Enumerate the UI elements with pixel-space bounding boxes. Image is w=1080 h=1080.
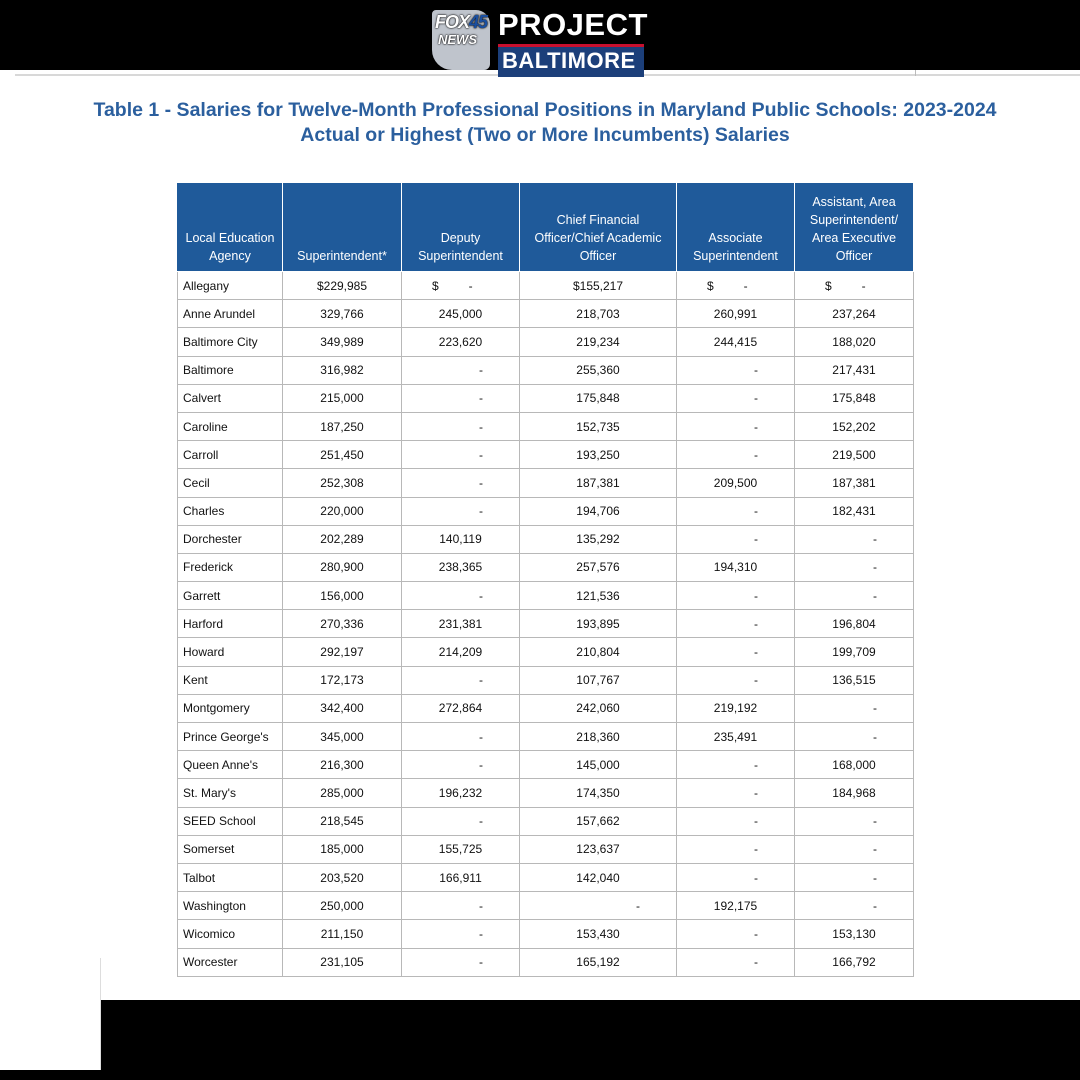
salary-cell: $ - (402, 272, 520, 300)
salary-cell: 199,709 (795, 638, 914, 666)
agency-cell: Caroline (178, 412, 283, 440)
salary-cell: 242,060 (520, 694, 677, 722)
salary-cell: - (677, 948, 795, 976)
maryland-state-icon (432, 10, 490, 70)
table-row (178, 948, 914, 976)
table-row (178, 723, 914, 751)
salary-cell: - (677, 412, 795, 440)
agency-cell: Harford (178, 610, 283, 638)
salary-cell: 157,662 (520, 807, 677, 835)
table-row (178, 412, 914, 440)
salary-cell: 153,130 (795, 920, 914, 948)
salary-cell: 215,000 (283, 384, 402, 412)
salary-cell: - (402, 582, 520, 610)
salary-cell: 196,804 (795, 610, 914, 638)
salary-cell: 209,500 (677, 469, 795, 497)
agency-cell: Garrett (178, 582, 283, 610)
salary-cell: 272,864 (402, 694, 520, 722)
salary-cell: 244,415 (677, 328, 795, 356)
agency-cell: Montgomery (178, 694, 283, 722)
salary-cell: 345,000 (283, 723, 402, 751)
divider-tick (915, 70, 916, 76)
salary-cell: - (402, 751, 520, 779)
salary-cell: 237,264 (795, 300, 914, 328)
table-row (178, 892, 914, 920)
salary-cell: - (677, 779, 795, 807)
salary-cell: 194,310 (677, 553, 795, 581)
salary-cell: $ - (677, 272, 795, 300)
column-header: Local Education Agency (178, 183, 283, 272)
salary-cell: 219,234 (520, 328, 677, 356)
column-header: Associate Superintendent (677, 183, 795, 272)
salary-cell: - (402, 723, 520, 751)
table-row (178, 384, 914, 412)
logo-fox-text: FOX45 (435, 12, 488, 32)
salary-cell: 185,000 (283, 835, 402, 863)
agency-cell: Allegany (178, 272, 283, 300)
salary-cell: 235,491 (677, 723, 795, 751)
title-line-1: Table 1 - Salaries for Twelve-Month Professional Positions in Maryland Public Schools: 2023-2024 (93, 99, 997, 121)
agency-cell: Charles (178, 497, 283, 525)
salary-cell: - (402, 892, 520, 920)
title-line-2: Actual or Highest (Two or More Incumbents) Salaries (300, 124, 790, 146)
salary-cell: 155,725 (402, 835, 520, 863)
salary-cell: 182,431 (795, 497, 914, 525)
salary-cell: - (402, 948, 520, 976)
salary-cell: 210,804 (520, 638, 677, 666)
salary-cell: - (795, 694, 914, 722)
salary-cell: 168,000 (795, 751, 914, 779)
salary-cell: 245,000 (402, 300, 520, 328)
salary-cell: 250,000 (283, 892, 402, 920)
salary-cell: - (677, 638, 795, 666)
table-row (178, 441, 914, 469)
salary-cell: 153,430 (520, 920, 677, 948)
salary-cell: 175,848 (795, 384, 914, 412)
page-corner (0, 958, 101, 1070)
salary-cell: - (795, 863, 914, 891)
table-row (178, 497, 914, 525)
salary-cell: - (677, 356, 795, 384)
column-header: Chief Financial Officer/Chief Academic Officer (520, 183, 677, 272)
table-row (178, 610, 914, 638)
salary-cell: 187,381 (520, 469, 677, 497)
agency-cell: Somerset (178, 835, 283, 863)
agency-cell: Washington (178, 892, 283, 920)
agency-cell: Baltimore (178, 356, 283, 384)
salary-cell: 196,232 (402, 779, 520, 807)
salary-cell: - (795, 723, 914, 751)
table-row (178, 694, 914, 722)
salary-cell: $155,217 (520, 272, 677, 300)
agency-cell: Dorchester (178, 525, 283, 553)
agency-cell: Howard (178, 638, 283, 666)
salary-cell: 202,289 (283, 525, 402, 553)
table-row (178, 863, 914, 891)
salary-cell: - (677, 525, 795, 553)
salary-cell: - (402, 497, 520, 525)
salary-cell: - (677, 610, 795, 638)
salary-cell: - (795, 553, 914, 581)
salary-cell: - (677, 441, 795, 469)
agency-cell: Talbot (178, 863, 283, 891)
agency-cell: Cecil (178, 469, 283, 497)
salary-cell: - (795, 892, 914, 920)
salary-cell: - (402, 441, 520, 469)
salary-cell: - (402, 384, 520, 412)
column-header: Deputy Superintendent (402, 183, 520, 272)
salary-cell: 292,197 (283, 638, 402, 666)
salary-cell: 231,381 (402, 610, 520, 638)
salary-cell: 193,895 (520, 610, 677, 638)
salary-cell: 349,989 (283, 328, 402, 356)
project-baltimore-logo (432, 8, 648, 76)
salary-cell: - (677, 751, 795, 779)
salary-cell: 218,360 (520, 723, 677, 751)
salary-cell: $229,985 (283, 272, 402, 300)
table-title (0, 98, 1080, 148)
salary-cell: - (677, 582, 795, 610)
agency-cell: Calvert (178, 384, 283, 412)
table-row (178, 356, 914, 384)
agency-cell: SEED School (178, 807, 283, 835)
salary-cell: 217,431 (795, 356, 914, 384)
salary-cell: - (677, 497, 795, 525)
salary-cell: - (402, 666, 520, 694)
salary-cell: 238,365 (402, 553, 520, 581)
salary-cell: 174,350 (520, 779, 677, 807)
salary-cell: 193,250 (520, 441, 677, 469)
table-row (178, 920, 914, 948)
logo-baltimore-text: BALTIMORE (502, 48, 636, 73)
salary-cell: - (402, 469, 520, 497)
salary-cell: - (795, 807, 914, 835)
agency-cell: Kent (178, 666, 283, 694)
table-row (178, 582, 914, 610)
table-row (178, 807, 914, 835)
salary-cell: 145,000 (520, 751, 677, 779)
salary-cell: 136,515 (795, 666, 914, 694)
salary-cell: 251,450 (283, 441, 402, 469)
logo-news-text: NEWS (438, 32, 477, 47)
salary-cell: - (402, 356, 520, 384)
salary-cell: 187,250 (283, 412, 402, 440)
salary-cell: 194,706 (520, 497, 677, 525)
agency-cell: Wicomico (178, 920, 283, 948)
salary-cell: 156,000 (283, 582, 402, 610)
salary-cell: 220,000 (283, 497, 402, 525)
salary-cell: 142,040 (520, 863, 677, 891)
agency-cell: Prince George's (178, 723, 283, 751)
salary-table (177, 182, 914, 977)
salary-cell: 223,620 (402, 328, 520, 356)
agency-cell: Queen Anne's (178, 751, 283, 779)
salary-cell: 257,576 (520, 553, 677, 581)
salary-cell: 107,767 (520, 666, 677, 694)
salary-cell: 218,545 (283, 807, 402, 835)
table-body (178, 272, 914, 977)
agency-cell: Anne Arundel (178, 300, 283, 328)
salary-cell: 342,400 (283, 694, 402, 722)
salary-cell: - (795, 582, 914, 610)
agency-cell: Worcester (178, 948, 283, 976)
salary-cell: 252,308 (283, 469, 402, 497)
salary-cell: 165,192 (520, 948, 677, 976)
salary-cell: 121,536 (520, 582, 677, 610)
salary-cell: - (402, 807, 520, 835)
salary-cell: 316,982 (283, 356, 402, 384)
table-row (178, 272, 914, 300)
table-row (178, 300, 914, 328)
header-row (178, 183, 914, 272)
column-header: Assistant, Area Superintendent/ Area Executive Officer (795, 183, 914, 272)
salary-cell: 152,202 (795, 412, 914, 440)
table-row (178, 638, 914, 666)
salary-cell: - (677, 384, 795, 412)
salary-cell: - (677, 835, 795, 863)
salary-cell: 219,500 (795, 441, 914, 469)
salary-cell: - (677, 863, 795, 891)
table-row (178, 328, 914, 356)
salary-cell: 231,105 (283, 948, 402, 976)
salary-cell: 285,000 (283, 779, 402, 807)
salary-cell: 172,173 (283, 666, 402, 694)
salary-cell: 188,020 (795, 328, 914, 356)
table-row (178, 666, 914, 694)
salary-cell: 218,703 (520, 300, 677, 328)
salary-cell: 166,911 (402, 863, 520, 891)
salary-cell: 216,300 (283, 751, 402, 779)
salary-cell: 166,792 (795, 948, 914, 976)
salary-cell: - (520, 892, 677, 920)
salary-cell: 152,735 (520, 412, 677, 440)
salary-cell: 255,360 (520, 356, 677, 384)
salary-cell: 135,292 (520, 525, 677, 553)
salary-cell: 214,209 (402, 638, 520, 666)
salary-cell: - (795, 525, 914, 553)
table-row (178, 469, 914, 497)
salary-cell: 329,766 (283, 300, 402, 328)
salary-cell: - (677, 666, 795, 694)
salary-cell: - (402, 920, 520, 948)
agency-cell: Carroll (178, 441, 283, 469)
salary-cell: 219,192 (677, 694, 795, 722)
table-row (178, 553, 914, 581)
salary-cell: 123,637 (520, 835, 677, 863)
table-row (178, 525, 914, 553)
table-row (178, 779, 914, 807)
salary-cell: 187,381 (795, 469, 914, 497)
salary-cell: 260,991 (677, 300, 795, 328)
salary-cell: $ - (795, 272, 914, 300)
salary-cell: - (677, 807, 795, 835)
agency-cell: St. Mary's (178, 779, 283, 807)
table-row (178, 835, 914, 863)
salary-cell: 192,175 (677, 892, 795, 920)
salary-cell: 280,900 (283, 553, 402, 581)
agency-cell: Frederick (178, 553, 283, 581)
salary-cell: 211,150 (283, 920, 402, 948)
salary-cell: - (677, 920, 795, 948)
salary-cell: 203,520 (283, 863, 402, 891)
column-header: Superintendent* (283, 183, 402, 272)
salary-cell: 184,968 (795, 779, 914, 807)
logo-project-text: PROJECT (498, 7, 648, 42)
table-row (178, 751, 914, 779)
table-header (178, 183, 914, 272)
agency-cell: Baltimore City (178, 328, 283, 356)
salary-cell: 140,119 (402, 525, 520, 553)
salary-cell: - (795, 835, 914, 863)
salary-cell: - (402, 412, 520, 440)
salary-cell: 175,848 (520, 384, 677, 412)
salary-cell: 270,336 (283, 610, 402, 638)
